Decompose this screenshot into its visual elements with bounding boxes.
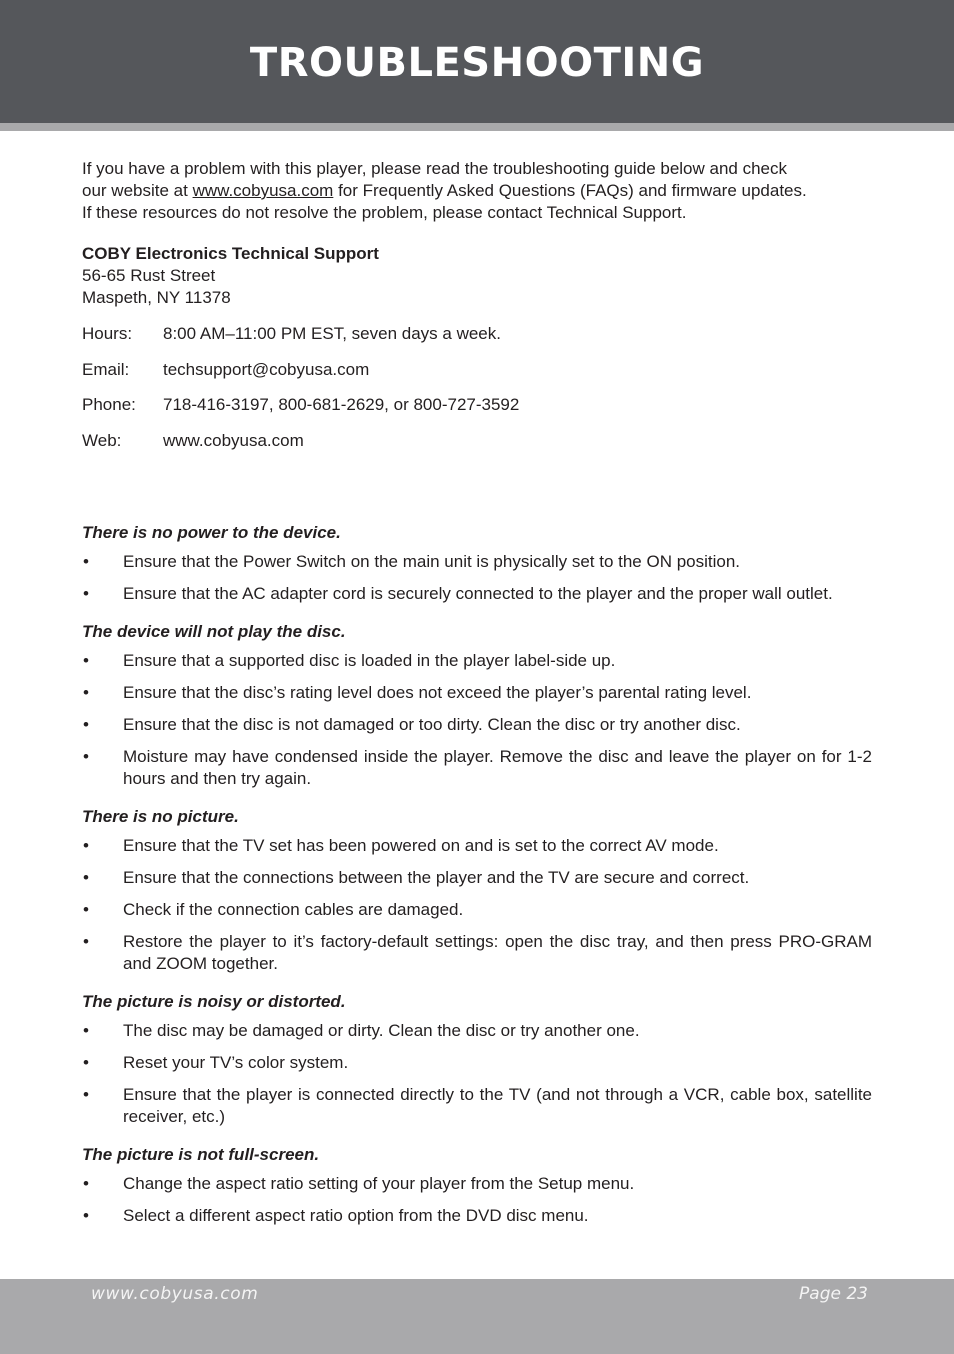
- bullet-icon: •: [83, 1206, 89, 1225]
- list-item: [82, 746, 872, 790]
- bullet-icon: •: [83, 1174, 89, 1193]
- troubleshooting-section: [82, 522, 872, 605]
- bullet-icon: •: [83, 1085, 89, 1104]
- troubleshooting-sections: [82, 522, 872, 1243]
- list-item-text: Ensure that the TV set has been powered on and is set to the correct AV mode.: [123, 836, 719, 855]
- bullet-icon: •: [83, 584, 89, 603]
- list-item-text: Select a different aspect ratio option from the DVD disc menu.: [123, 1206, 589, 1225]
- bullet-icon: •: [83, 900, 89, 919]
- section-title: The device will not play the disc.: [82, 622, 346, 641]
- intro-text: for Frequently Asked Questions (FAQs) and firmware updates.: [333, 181, 807, 200]
- list-item: [82, 931, 872, 975]
- list-item-text: Ensure that the AC adapter cord is securely connected to the player and the proper wall outlet.: [123, 584, 833, 603]
- contact-value: www.cobyusa.com: [163, 430, 304, 450]
- section-title: There is no picture.: [82, 807, 239, 826]
- page-title: TROUBLESHOOTING: [249, 40, 705, 86]
- list-item: [82, 899, 872, 921]
- list-item-text: Ensure that the Power Switch on the main unit is physically set to the ON position.: [123, 552, 741, 571]
- support-street: 56-65 Rust Street: [82, 266, 216, 285]
- list-item: [82, 682, 872, 704]
- bullet-icon: •: [83, 836, 89, 855]
- list-item: [82, 867, 872, 889]
- contact-value: 8:00 AM–11:00 PM EST, seven days a week.: [163, 324, 501, 343]
- contact-row-hours: [82, 323, 872, 345]
- troubleshooting-section: [82, 806, 872, 975]
- contact-row-email: [82, 359, 872, 381]
- list-item: [82, 1173, 872, 1195]
- bullet-icon: •: [83, 715, 89, 734]
- troubleshooting-section: [82, 1144, 872, 1227]
- list-item: [82, 1052, 872, 1074]
- bullet-icon: •: [83, 868, 89, 887]
- list-item-text: The disc may be damaged or dirty. Clean the disc or try another one.: [123, 1021, 640, 1040]
- bullet-icon: •: [83, 1053, 89, 1072]
- contact-label: Hours:: [82, 324, 133, 343]
- list-item-text: Check if the connection cables are damaged.: [123, 900, 464, 919]
- troubleshooting-section: [82, 621, 872, 790]
- support-title: COBY Electronics Technical Support: [82, 244, 379, 263]
- troubleshooting-section: [82, 991, 872, 1128]
- list-item: [82, 835, 872, 857]
- contact-row-web: [82, 430, 872, 452]
- website-link[interactable]: www.cobyusa.com: [192, 181, 334, 200]
- list-item-text: Ensure that the disc’s rating level does not exceed the player’s parental rating level.: [123, 683, 752, 702]
- section-title: The picture is not full-screen.: [82, 1145, 320, 1164]
- intro-paragraph: [82, 158, 872, 224]
- bullet-icon: •: [83, 651, 89, 670]
- section-title: The picture is noisy or distorted.: [82, 992, 346, 1011]
- support-address: [82, 243, 872, 309]
- contact-label: Phone:: [82, 395, 136, 414]
- list-item: [82, 650, 872, 672]
- contact-value: 718-416-3197, 800-681-2629, or 800-727-3592: [163, 395, 520, 414]
- contact-value: techsupport@cobyusa.com: [163, 359, 370, 379]
- list-item-text: Ensure that the disc is not damaged or too dirty. Clean the disc or try another disc.: [123, 715, 741, 734]
- bullet-icon: •: [83, 552, 89, 571]
- bullet-icon: •: [83, 683, 89, 702]
- bullet-icon: •: [83, 1021, 89, 1040]
- bullet-icon: •: [83, 747, 89, 766]
- section-title: There is no power to the device.: [82, 523, 341, 542]
- list-item-text: Ensure that the player is connected directly to the TV (and not through a VCR, cable box, satellite receiver, etc.): [123, 1085, 872, 1126]
- list-item: [82, 714, 872, 736]
- footer-url: www.cobyusa.com: [91, 1284, 259, 1304]
- list-item: [82, 1084, 872, 1128]
- header-stripe: [0, 123, 954, 131]
- support-city: Maspeth, NY 11378: [82, 288, 231, 307]
- list-item-text: Moisture may have condensed inside the player. Remove the disc and leave the player on for 1-2 hours and then try again.: [123, 747, 872, 788]
- list-item-text: Change the aspect ratio setting of your player from the Setup menu.: [123, 1174, 635, 1193]
- intro-text: our website at: [82, 181, 193, 200]
- list-item: [82, 1020, 872, 1042]
- contact-label: Web:: [82, 430, 122, 450]
- intro-line: If these resources do not resolve the problem, please contact Technical Support.: [82, 203, 687, 222]
- list-item-text: Restore the player to it’s factory-default settings: open the disc tray, and then press PRO-GRAM and ZOOM together.: [123, 932, 872, 973]
- page-number: Page 23: [799, 1284, 868, 1304]
- list-item-text: Ensure that the connections between the player and the TV are secure and correct.: [123, 868, 750, 887]
- contact-label: Email:: [82, 359, 130, 379]
- main-content: [82, 158, 872, 1225]
- list-item: [82, 1205, 872, 1227]
- list-item: [82, 583, 872, 605]
- contact-table: [82, 323, 872, 452]
- list-item: [82, 551, 872, 573]
- intro-line: If you have a problem with this player, please read the troubleshooting guide below and check: [82, 159, 788, 178]
- intro-line: [82, 180, 872, 202]
- bullet-icon: •: [83, 932, 89, 951]
- contact-row-phone: [82, 394, 872, 416]
- list-item-text: Reset your TV’s color system.: [123, 1053, 349, 1072]
- list-item-text: Ensure that a supported disc is loaded in the player label-side up.: [123, 651, 616, 670]
